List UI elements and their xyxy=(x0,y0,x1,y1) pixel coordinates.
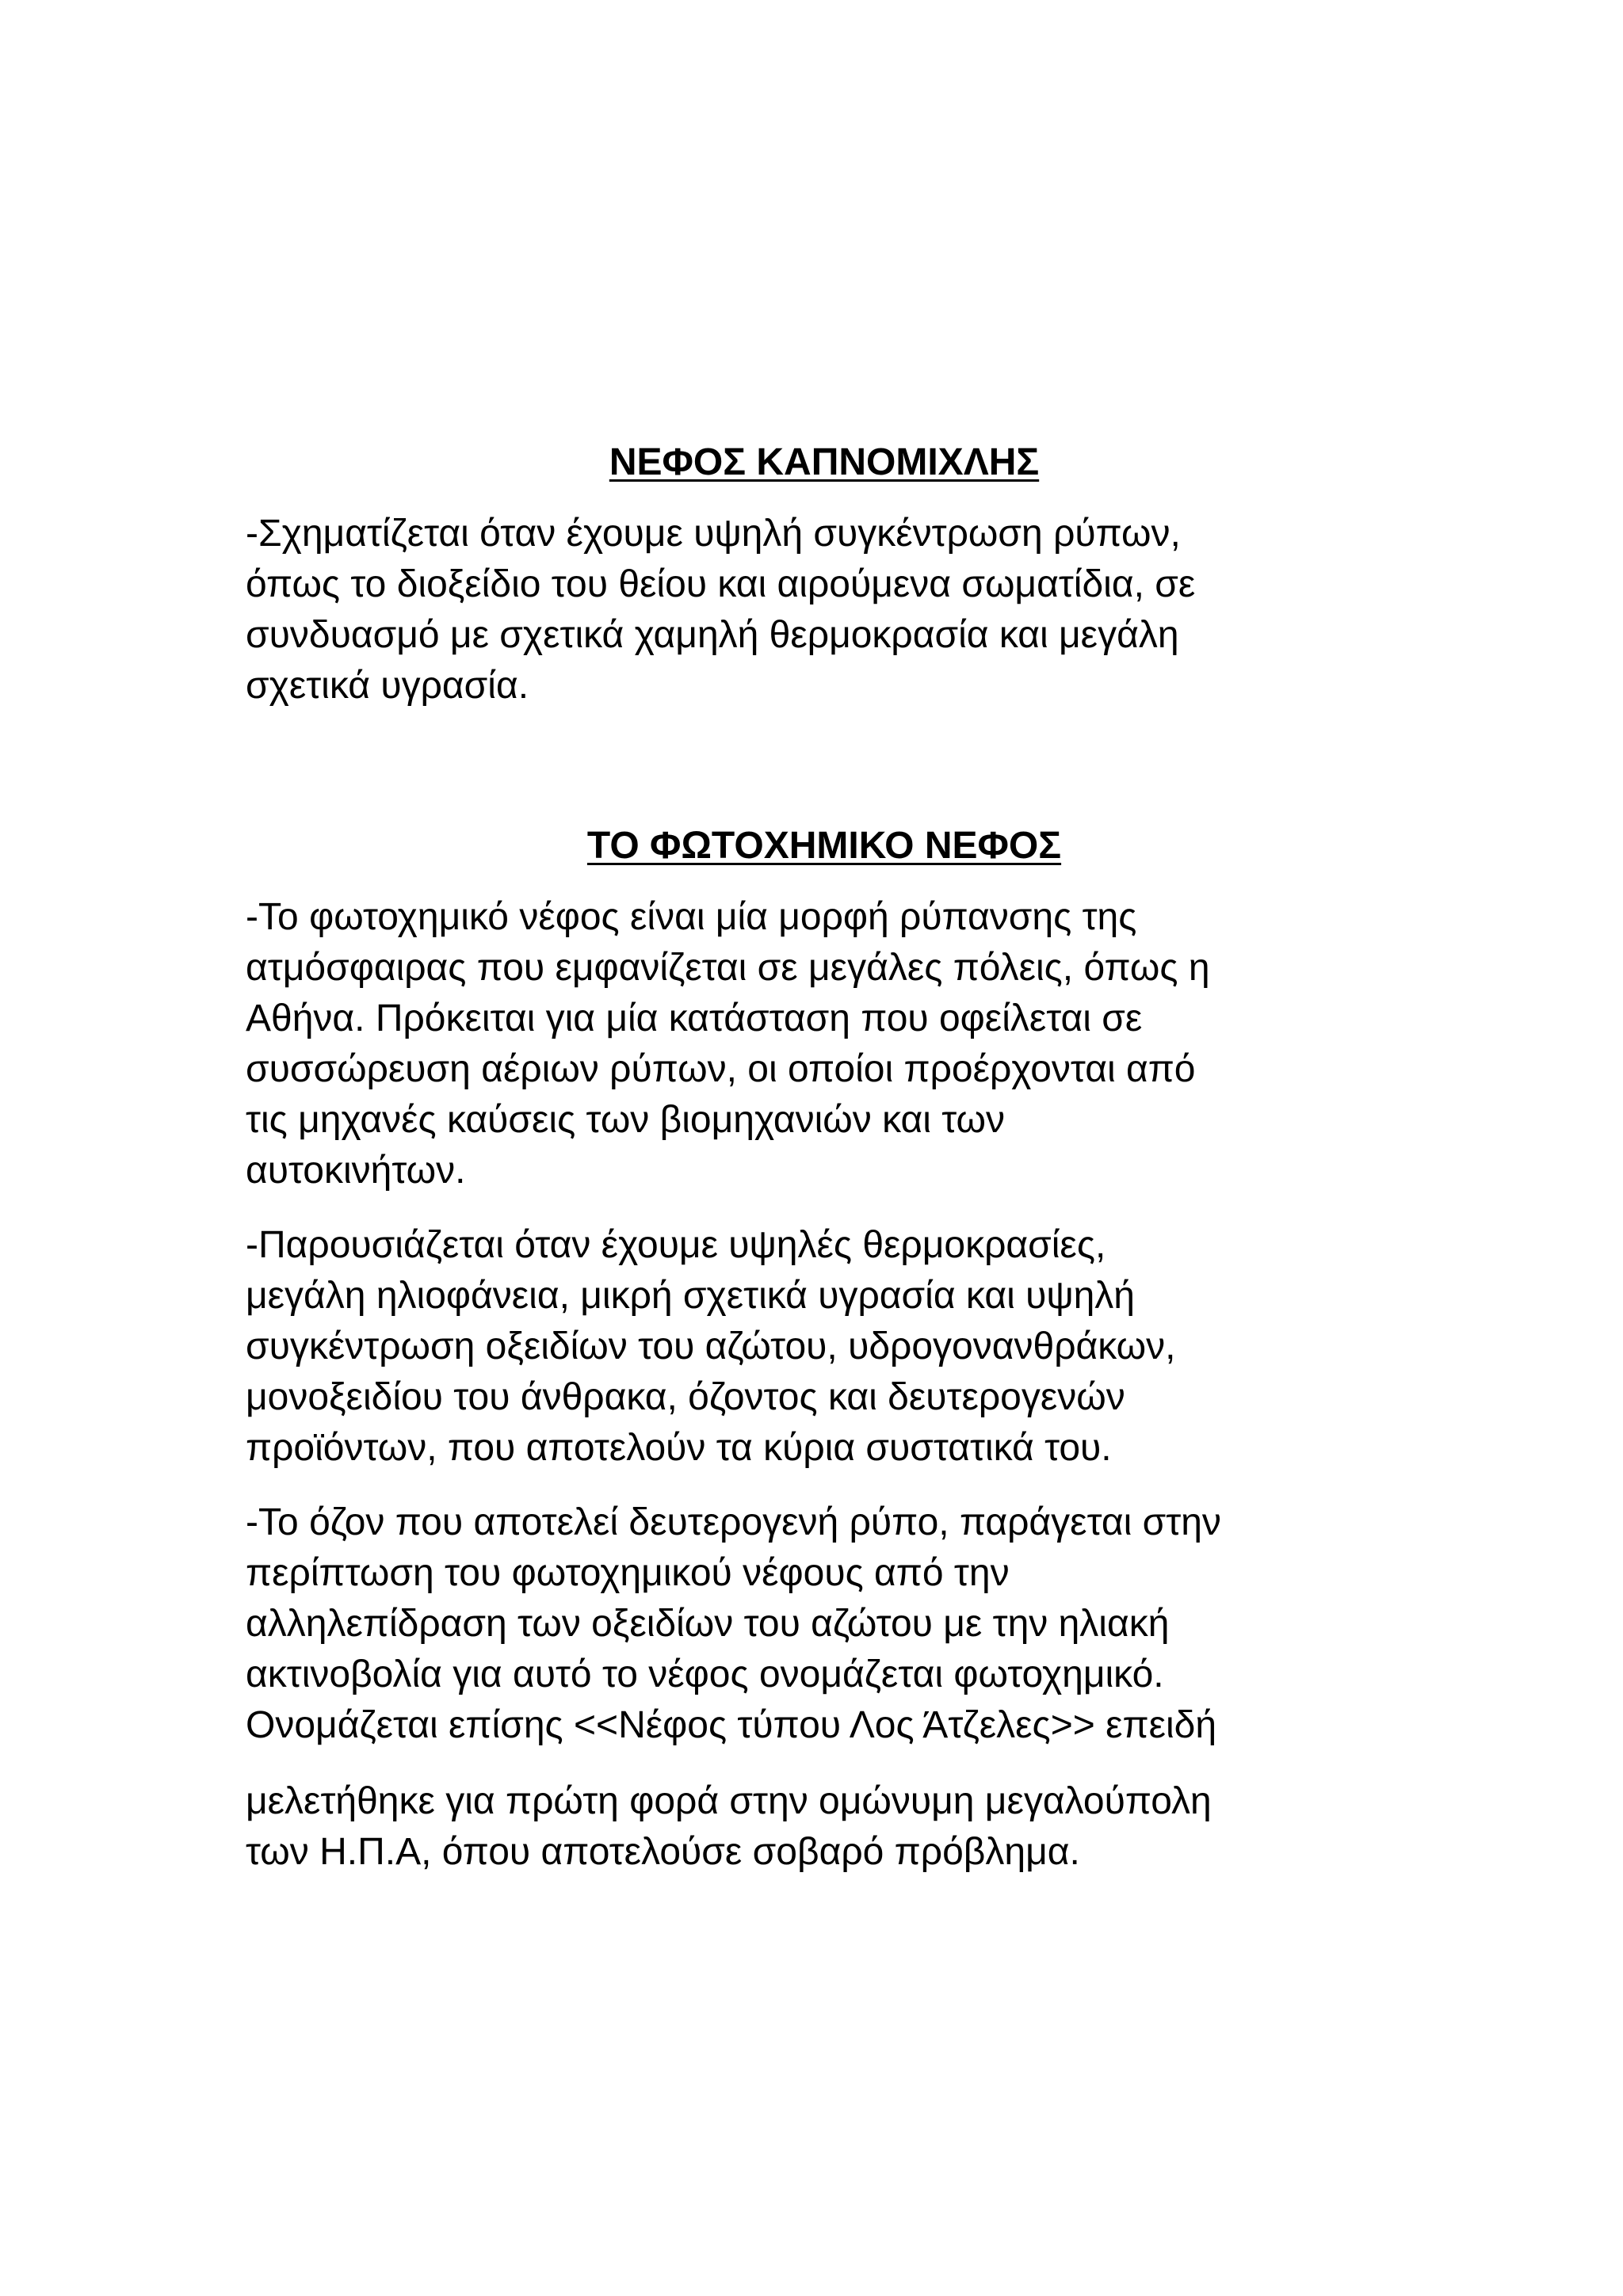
paragraph-photochemical-definition: -Το φωτοχημικό νέφος είναι μία μορφή ρύπανσης της ατμόσφαιρας που εμφανίζεται σε μεγάλες πόλεις, όπως η Αθήνα. Πρόκειται για μία κατάσταση που οφείλεται σε συσσώρευση αέριων ρύπων, οι οποίοι προέρχονται από τις μηχανές καύσεις των βιομηχανιών και των αυτοκινήτων. xyxy=(246,896,1210,1192)
paragraph-smog-definition: -Σχηματίζεται όταν έχουμε υψηλή συγκέντρωση ρύπων, όπως το διοξείδιο του θείου και αιρούμενα σωματίδια, σε συνδυασμό με σχετικά χαμηλή θερμοκρασία και μεγάλη σχετικά υγρασία. xyxy=(246,512,1196,707)
section-heading-smog: ΝΕΦΟΣ ΚΑΠΝΟΜΙΧΛΗΣ xyxy=(609,441,1040,483)
section-heading-photochemical-smog: ΤΟ ΦΩΤΟΧΗΜΙΚΟ ΝΕΦΟΣ xyxy=(586,824,1062,867)
paragraph-ozone: -Το όζον που αποτελεί δευτερογενή ρύπο, παράγεται στην περίπτωση του φωτοχημικού νέφους από την αλληλεπίδραση των οξειδίων του αζώτου με την ηλιακή ακτινοβολία για αυτό το νέφος ονομάζεται φωτοχημικό. Ονομάζεται επίσης <<Νέφος τύπου Λος Άτζελες>> επειδή xyxy=(246,1501,1221,1747)
section-photochemical-smog xyxy=(246,823,1403,1878)
section-smog xyxy=(246,440,1403,711)
paragraph-los-angeles: μελετήθηκε για πρώτη φορά στην ομώνυμη μεγαλούπολη των Η.Π.Α, όπου αποτελούσε σοβαρό πρόβλημα. xyxy=(246,1780,1212,1874)
paragraph-photochemical-conditions: -Παρουσιάζεται όταν έχουμε υψηλές θερμοκρασίες, μεγάλη ηλιοφάνεια, μικρή σχετικά υγρασία και υψηλή συγκέντρωση οξειδίων του αζώτου, υδρογονανθράκων, μονοξειδίου του άνθρακα, όζοντος και δευτερογενών προϊόντων, που αποτελούν τα κύρια συστατικά του. xyxy=(246,1224,1176,1470)
document-body xyxy=(246,440,1403,1878)
